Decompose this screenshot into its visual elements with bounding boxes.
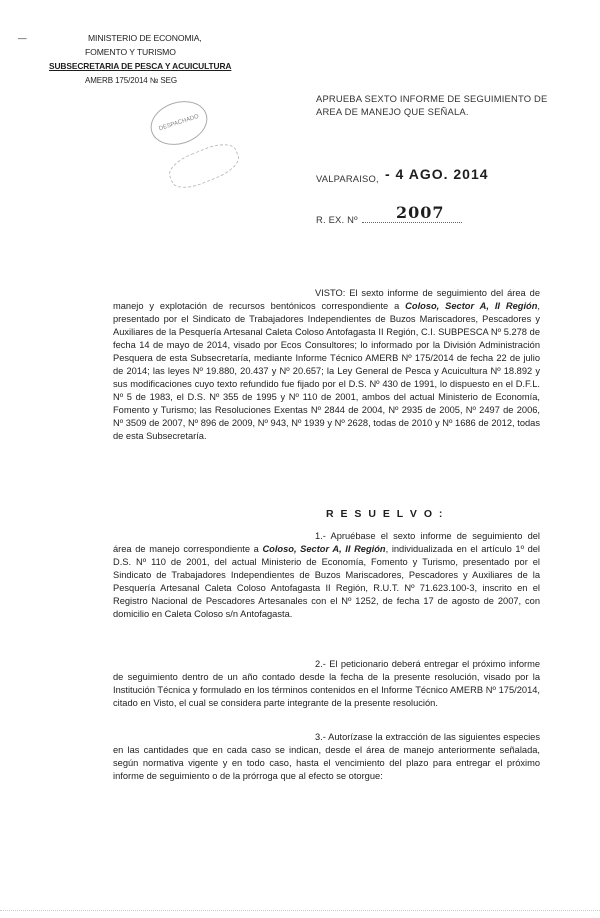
subject-block [316,92,576,118]
resuelvo-heading: R E S U E L V O : [326,508,445,520]
point-2-paragraph: 2.- El peticionario deberá entregar el próximo informe de seguimiento dentro de un año contado desde la fecha de la presente resolución, visado por la Institución Técnica y formulado en los términos contenidos en el Informe Técnico AMERB Nº 175/2014, citado en Visto, el cual se considera parte integrante de la presente resolución. [113,659,540,708]
header-reference: AMERB 175/2014 № SEG [85,76,177,85]
stamp-text: DESPACHADO [158,113,200,133]
stamp-mark [145,94,213,152]
city-label: VALPARAISO, [316,173,379,184]
visto-paragraph [113,287,540,443]
subsecretaria-heading: SUBSECRETARIA DE PESCA Y ACUICULTURA [49,61,232,71]
point-3-paragraph: 3.- Autorízase la extracción de las siguientes especies en las cantidades que en cada caso se indican, desde el área de manejo anteriormente señalada, según normativa vigente y en todo caso, hasta el vencimiento del plazo para entregar el próximo informe de seguimiento o de la prórroga que al efecto se otorgue: [113,732,540,781]
subject-line-2: AREA DE MANEJO QUE SEÑALA. [316,106,469,117]
ministry-line-2: FOMENTO Y TURISMO [85,47,176,57]
header-dash: — [18,33,27,43]
point-1-paragraph [113,530,540,621]
footer-scan-line [0,910,600,912]
resolution-number: 2007 [396,203,445,222]
resolution-number-line [362,222,462,223]
visto-text-2: , presentado por el Sindicato de Trabajadores Independientes de Buzos Mariscadores, Pescadores y Auxiliares de la Pesquería Artesanal Caleta Coloso Antofagasta II Región, C.I. SUBPESCA Nº 5.278 de fecha 14 de mayo de 2014, visado por Ecos Consultores; lo informado por la División Administración Pesquera de esta Subsecretaría, mediante Informe Técnico AMERB Nº 175/2014 de fecha 22 de julio de 2014; las leyes Nº 19.880, 20.437 y Nº 20.657; la Ley General de Pesca y Acuicultura Nº 18.892 y sus modificaciones cuyo texto refundido fue fijado por el D.S. Nº 430 de 1991, lo dispuesto en el D.F.L. Nº 5 de 1983, el D.S. Nº 355 de 1995 y Nº 110 de 2001, ambos del actual Ministerio de Economía, Fomento y Turismo; las Resoluciones Exentas Nº 2844 de 2004, Nº 2935 de 2005, Nº 2497 de 2006, Nº 3509 de 2007, Nº 896 de 2009, Nº 943, Nº 1939 y Nº 2628, todas de 2010 y Nº 1686 de 2012, todas de esta Subsecretaría. [113,301,541,441]
ministry-line-1: MINISTERIO DE ECONOMIA, [88,33,202,43]
point-1-text-b: , individualizada en el artículo 1º del D.S. Nº 110 de 2001, del actual Ministerio de Economía, Fomento y Turismo, presentado por el Sindicato de Trabajadores Independientes de Buzos Mariscadores, Pescadores y Auxiliares de la Pesquería Artesanal Caleta Coloso Antofagasta II Región, R.U.T. Nº 71.623.100-3, inscrito en el Registro Nacional de Pescadores Artesanales con el Nº 1252, de fecha 17 de agosto de 2007, con domicilio en Caleta Coloso s/n Antofagasta. [113,544,540,619]
visto-area-name: Coloso, Sector A, II Región [405,301,538,311]
stamp-mark-secondary [165,138,244,195]
subject-line-1: APRUEBA SEXTO INFORME DE SEGUIMIENTO DE [316,93,548,104]
document-date: - 4 AGO. 2014 [385,166,489,182]
visto-text-1: El sexto informe de seguimiento del área de manejo y explotación de recursos bentónicos correspondiente a [113,288,540,311]
point-1-area-name: Coloso, Sector A, II Región [262,544,386,554]
point-1-text-a: 1.- Apruébase el sexto informe de seguimiento del área de manejo correspondiente a [113,531,540,554]
visto-label: VISTO: [315,288,346,298]
resolution-prefix: R. EX. Nº [316,214,358,225]
